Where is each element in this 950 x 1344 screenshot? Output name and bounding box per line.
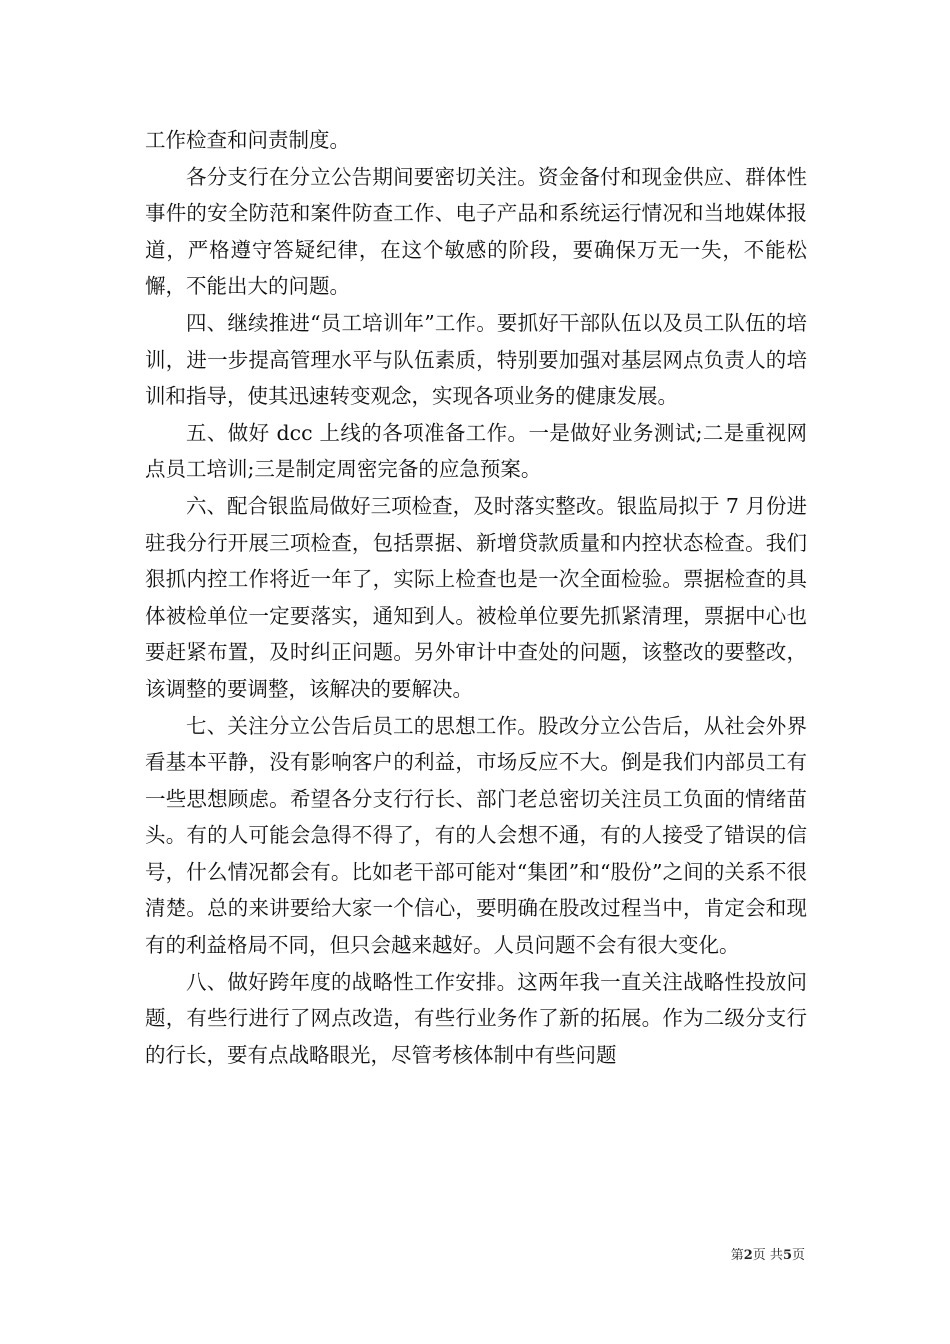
total-pages-number: 5	[782, 1248, 792, 1263]
paragraph-3: 四、继续推进“员工培训年”工作。要抓好干部队伍以及员工队伍的培训，进一步提高管理水平与队伍素质，特别要加强对基层网点负责人的培训和指导，使其迅速转变观念，实现各项业务的健康发展。	[145, 310, 807, 409]
footer-prefix: 第	[730, 1248, 744, 1263]
paragraph-4: 五、做好 dcc 上线的各项准备工作。一是做好业务测试;二是重视网点员工培训;三是制定周密完备的应急预案。	[145, 420, 807, 482]
paragraph-2: 各分支行在分立公告期间要密切关注。资金备付和现金供应、群体性事件的安全防范和案件防查工作、电子产品和系统运行情况和当地媒体报道，严格遵守答疑纪律，在这个敏感的阶段，要确保万无一失，不能松懈，不能出大的问题。	[145, 164, 807, 299]
document-body	[145, 122, 807, 1073]
paragraph-5: 六、配合银监局做好三项检查，及时落实整改。银监局拟于 7 月份进驻我分行开展三项检查，包括票据、新增贷款质量和内控状态检查。我们狠抓内控工作将近一年了，实际上检查也是一次全面检验。票据检查的具体被检单位一定要落实，通知到人。被检单位要先抓紧清理，票据中心也要赶紧布置，及时纠正问题。另外审计中查处的问题，该整改的要整改，该调整的要调整，该解决的要解决。	[145, 493, 807, 701]
page-footer	[731, 1248, 805, 1264]
footer-middle: 页 共	[752, 1248, 783, 1263]
paragraph-1: 工作检查和问责制度。	[145, 128, 350, 152]
footer-suffix: 页	[791, 1248, 805, 1263]
current-page-number: 2	[743, 1248, 753, 1263]
paragraph-7: 八、做好跨年度的战略性工作安排。这两年我一直关注战略性投放问题，有些行进行了网点改造，有些行业务作了新的拓展。作为二级分支行的行长，要有点战略眼光，尽管考核体制中有些问题	[145, 969, 807, 1067]
paragraph-6: 七、关注分立公告后员工的思想工作。股改分立公告后，从社会外界看基本平静，没有影响客户的利益，市场反应不大。倒是我们内部员工有一些思想顾虑。希望各分支行行长、部门老总密切关注员工负面的情绪苗头。有的人可能会急得不得了，有的人会想不通，有的人接受了错误的信号，什么情况都会有。比如老干部可能对“集团”和“股份”之间的关系不很清楚。总的来讲要给大家一个信心，要明确在股改过程当中，肯定会和现有的利益格局不同，但只会越来越好。人员问题不会有很大变化。	[145, 713, 807, 958]
